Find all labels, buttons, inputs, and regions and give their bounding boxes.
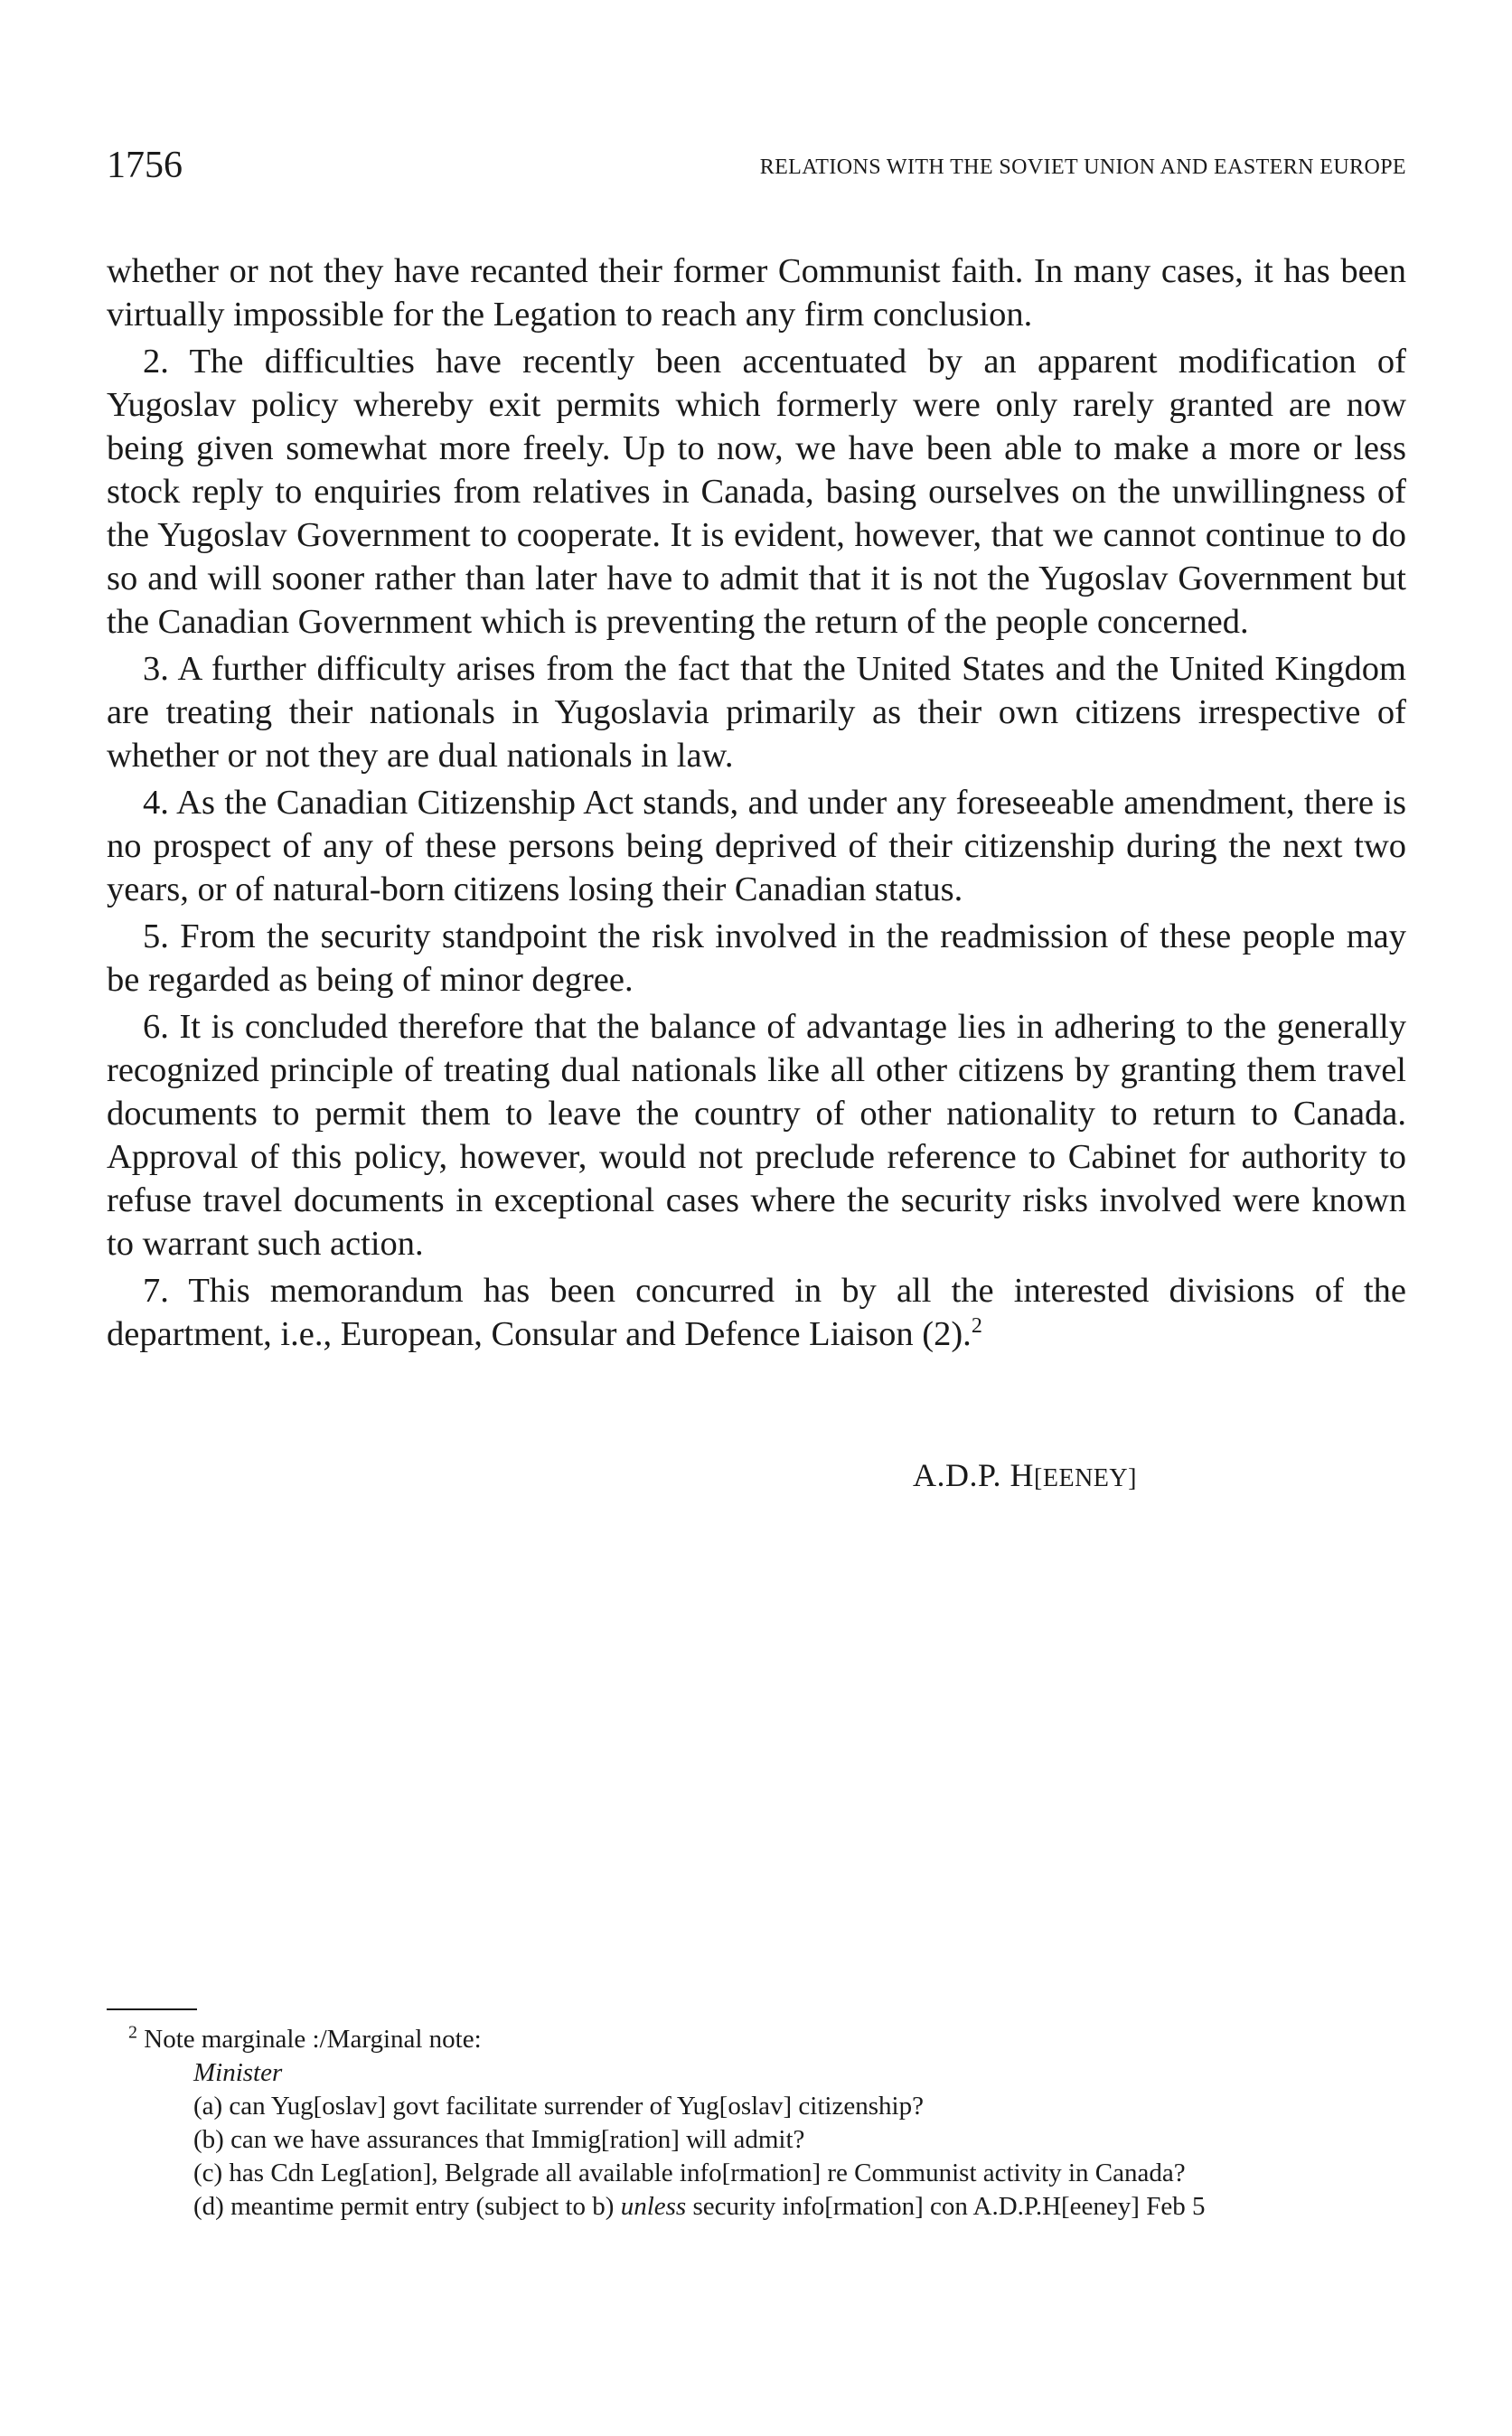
signature-initials: A.D.P. H — [913, 1457, 1035, 1493]
footnote-addressee: Minister — [193, 2058, 283, 2087]
signature-rest: [EENEY] — [1034, 1464, 1137, 1492]
paragraph-continuation: whether or not they have recanted their former Communist faith. In many cases, it has been virtually impossible for the Legation to reach any firm conclusion. — [107, 252, 1406, 334]
footnote-mark: 2 — [128, 2022, 137, 2043]
footnote-item-d-end: security info[rmation] con A.D.P.H[eeney] Feb 5 — [686, 2192, 1206, 2221]
paragraph-4: 4. As the Canadian Citizenship Act stands, and under any foreseeable amendment, there is no prospect of any of these persons being deprived of their citizenship during the next two years, or of natural-born citizens losing their Canadian status. — [107, 784, 1406, 908]
running-head: RELATIONS WITH THE SOVIET UNION AND EASTERN EUROPE — [759, 155, 1406, 179]
footnote-item-b: (b) can we have assurances that Immig[ration] will admit? — [193, 2125, 805, 2154]
paragraph-6: 6. It is concluded therefore that the balance of advantage lies in adhering to the generally recognized principle of treating dual nationals like all other citizens by granting them travel documents to permit them to leave the country of other nationality to return to Canada. Approval of this policy, however, would not preclude reference to Cabinet for authority to refuse travel documents in exceptional cases where the security risks involved were known to warrant such action. — [107, 1008, 1406, 1263]
footnote-item-a: (a) can Yug[oslav] govt facilitate surrender of Yug[oslav] citizenship? — [193, 2092, 924, 2121]
footnote-reference: 2 — [971, 1314, 982, 1339]
footnote — [128, 2023, 1421, 2224]
footnote-heading: Note marginale :/Marginal note: — [144, 2025, 482, 2054]
footnote-item-d — [193, 2190, 1421, 2224]
paragraph-7-text: 7. This memorandum has been concurred in by all the interested divisions of the department, i.e., European, Consular and Defence Liaison (2). — [107, 1272, 1406, 1353]
page-number: 1756 — [107, 145, 183, 186]
paragraph-5: 5. From the security standpoint the risk involved in the readmission of these people may be regarded as being of minor degree. — [107, 917, 1406, 999]
footnote-item-c: (c) has Cdn Leg[ation], Belgrade all available info[rmation] re Communist activity in Canada? — [193, 2159, 1186, 2187]
paragraph-3: 3. A further difficulty arises from the fact that the United States and the United Kingdom are treating their nationals in Yugoslavia primarily as their own citizens irrespective of whether or not they are dual nationals in law. — [107, 650, 1406, 775]
footnote-divider — [107, 2008, 197, 2010]
footnote-item-d-italic: unless — [620, 2192, 687, 2221]
footnote-heading-line — [128, 2023, 1421, 2056]
body-text — [107, 249, 1406, 1356]
footnote-item-d-start: (d) meantime permit entry (subject to b) — [193, 2192, 621, 2221]
signature — [913, 1455, 1137, 1499]
paragraph-7 — [107, 1269, 1406, 1356]
page-header — [107, 143, 1406, 197]
paragraph-2: 2. The difficulties have recently been accentuated by an apparent modification of Yugoslav policy whereby exit permits which formerly were only rarely granted are now being given somewhat more freely. Up to now, we have been able to make a more or less stock reply to enquiries from relatives in Canada, basing ourselves on the unwillingness of the Yugoslav Government to cooperate. It is evident, however, that we cannot continue to do so and will sooner rather than later have to admit that it is not the Yugoslav Government but the Canadian Government which is preventing the return of the people concerned. — [107, 343, 1406, 641]
